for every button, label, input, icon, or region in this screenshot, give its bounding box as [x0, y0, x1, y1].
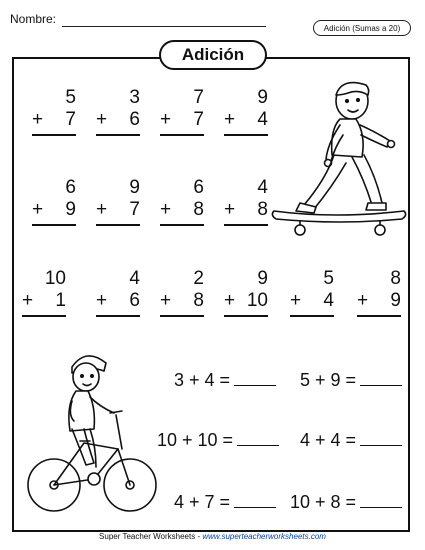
answer-line [22, 315, 66, 317]
footer-brand: Super Teacher Worksheets - [99, 532, 203, 541]
addend-top: 9 [129, 177, 140, 198]
addend-bottom: 7 [193, 109, 204, 130]
equation-text: 10 + 8 = [290, 492, 357, 512]
addend-bottom: 7 [65, 109, 76, 130]
horizontal-problem [300, 430, 402, 451]
addend-top: 3 [129, 87, 140, 108]
skateboarder-illustration [270, 75, 410, 240]
problem-r2-c3 [160, 177, 204, 226]
plus-sign: + [22, 290, 34, 311]
worksheet-title: Adición [159, 40, 267, 70]
horizontal-problem [290, 492, 402, 513]
answer-line [290, 315, 334, 317]
plus-sign: + [357, 290, 369, 311]
equation-text: 5 + 9 = [300, 370, 357, 390]
plus-sign: + [224, 290, 236, 311]
addend-top: 8 [390, 268, 401, 289]
topic-badge: Adición (Sumas a 20) [313, 20, 411, 36]
cyclist-illustration [24, 345, 159, 525]
problem-r1-c1 [32, 87, 76, 136]
plus-sign: + [160, 199, 172, 220]
name-label: Nombre: [10, 12, 57, 26]
answer-line [160, 134, 204, 136]
answer-line [32, 224, 76, 226]
plus-sign: + [224, 109, 236, 130]
footer [0, 532, 425, 541]
addend-bottom: 8 [193, 290, 204, 311]
plus-sign: + [96, 199, 108, 220]
problem-r1-c3 [160, 87, 204, 136]
addend-bottom: 10 [246, 290, 268, 311]
addend-bottom: 8 [257, 199, 268, 220]
answer-line [160, 315, 204, 317]
answer-line [96, 315, 140, 317]
addend-top: 6 [65, 177, 76, 198]
equation-text: 4 + 7 = [174, 492, 231, 512]
addend-bottom: 9 [65, 199, 76, 220]
answer-line [224, 224, 268, 226]
problem-r2-c2 [96, 177, 140, 226]
answer-line [357, 315, 401, 317]
plus-sign: + [96, 290, 108, 311]
problem-r3-c3 [160, 268, 204, 317]
answer-blank [234, 385, 276, 386]
plus-sign: + [160, 109, 172, 130]
answer-line [160, 224, 204, 226]
addend-top: 4 [129, 268, 140, 289]
equation-text: 3 + 4 = [174, 370, 231, 390]
answer-line [96, 134, 140, 136]
addend-bottom: 4 [257, 109, 268, 130]
answer-blank [360, 507, 402, 508]
addend-bottom: 4 [323, 290, 334, 311]
answer-blank [360, 385, 402, 386]
addend-top: 9 [257, 268, 268, 289]
horizontal-problem [300, 370, 402, 391]
problem-r3-c4 [224, 268, 268, 317]
addend-bottom: 6 [129, 109, 140, 130]
plus-sign: + [160, 290, 172, 311]
addend-top: 4 [257, 177, 268, 198]
problem-r1-c4 [224, 87, 268, 136]
plus-sign: + [224, 199, 236, 220]
problem-r2-c4 [224, 177, 268, 226]
name-line [62, 26, 266, 27]
addend-bottom: 6 [129, 290, 140, 311]
horizontal-problem [157, 430, 279, 451]
horizontal-problem [174, 492, 276, 513]
answer-line [32, 134, 76, 136]
horizontal-problem [174, 370, 276, 391]
answer-blank [237, 445, 279, 446]
equation-text: 4 + 4 = [300, 430, 357, 450]
addend-top: 6 [193, 177, 204, 198]
answer-line [96, 224, 140, 226]
addend-bottom: 9 [390, 290, 401, 311]
answer-blank [234, 507, 276, 508]
equation-text: 10 + 10 = [157, 430, 234, 450]
plus-sign: + [32, 199, 44, 220]
plus-sign: + [32, 109, 44, 130]
addend-top: 5 [323, 268, 334, 289]
answer-line [224, 134, 268, 136]
plus-sign: + [290, 290, 302, 311]
answer-line [224, 315, 268, 317]
footer-link[interactable]: www.superteacherworksheets.com [202, 532, 326, 541]
problem-r1-c2 [96, 87, 140, 136]
addend-top: 10 [44, 268, 66, 289]
addend-bottom: 1 [55, 290, 66, 311]
addend-top: 9 [257, 87, 268, 108]
addend-bottom: 7 [129, 199, 140, 220]
addend-bottom: 8 [193, 199, 204, 220]
problem-r3-c5 [290, 268, 334, 317]
addend-top: 2 [193, 268, 204, 289]
problem-r3-c6 [357, 268, 401, 317]
problem-r2-c1 [32, 177, 76, 226]
answer-blank [360, 445, 402, 446]
problem-r3-c1 [22, 268, 66, 317]
plus-sign: + [96, 109, 108, 130]
problem-r3-c2 [96, 268, 140, 317]
addend-top: 7 [193, 87, 204, 108]
addend-top: 5 [65, 87, 76, 108]
